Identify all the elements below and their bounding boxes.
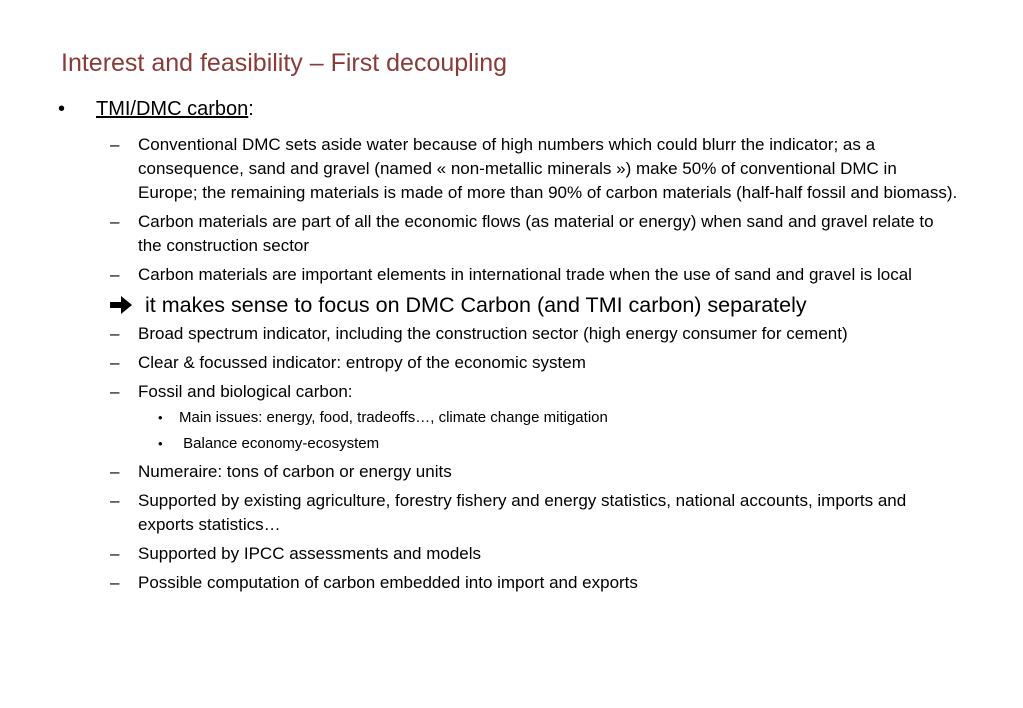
list-item-text: Clear & focussed indicator: entropy of the economic system xyxy=(138,353,586,372)
list-item-text: Supported by IPCC assessments and models xyxy=(138,544,482,563)
slide-title: Interest and feasibility – First decoupling xyxy=(61,49,508,77)
conclusion-line xyxy=(0,292,1023,318)
level1-suffix: : xyxy=(248,98,254,120)
dash-icon: – xyxy=(110,462,120,481)
level1-heading xyxy=(96,97,254,121)
dash-icon: – xyxy=(110,491,120,510)
list-item xyxy=(0,133,958,205)
sub-list-item-text: Main issues: energy, food, tradeoffs…, climate change mitigation xyxy=(179,409,608,426)
bullet-icon: • xyxy=(158,410,163,425)
list-item xyxy=(0,210,958,258)
list-item-text: Carbon materials are important elements in international trade when the use of sand and gravel is local xyxy=(138,265,912,284)
sub-list-item-text: Balance economy-ecosystem xyxy=(179,435,380,452)
bullet-icon: • xyxy=(158,436,163,451)
list-item-text: Supported by existing agriculture, forestry fishery and energy statistics, national accounts, imports and exports statistics… xyxy=(138,491,907,534)
sub-list-item xyxy=(0,434,1023,454)
dash-icon: – xyxy=(110,324,120,343)
dash-icon: – xyxy=(110,135,120,154)
dash-icon: – xyxy=(110,212,120,231)
list-item-text: Numeraire: tons of carbon or energy units xyxy=(138,462,452,481)
list-item xyxy=(0,351,958,375)
right-arrow-icon xyxy=(109,294,133,316)
conclusion-text: it makes sense to focus on DMC Carbon (and TMI carbon) separately xyxy=(145,293,807,317)
list-item-text: Fossil and biological carbon: xyxy=(138,382,353,401)
list-item-text: Broad spectrum indicator, including the construction sector (high energy consumer for cement) xyxy=(138,324,848,343)
list-item xyxy=(0,380,958,404)
dash-icon: – xyxy=(110,573,120,592)
content-list xyxy=(0,133,1023,600)
level1-label: TMI/DMC carbon xyxy=(96,98,249,120)
bullet-icon: • xyxy=(58,98,66,120)
sub-list-item xyxy=(0,408,1023,428)
dash-icon: – xyxy=(110,544,120,563)
list-item-text: Carbon materials are part of all the economic flows (as material or energy) when sand and gravel relate to the construction sector xyxy=(138,212,934,255)
dash-icon: – xyxy=(110,353,120,372)
dash-icon: – xyxy=(110,382,120,401)
list-item xyxy=(0,489,958,537)
list-item xyxy=(0,571,958,595)
list-item xyxy=(0,322,958,346)
list-item xyxy=(0,542,958,566)
list-item xyxy=(0,263,958,287)
list-item-text: Conventional DMC sets aside water because of high numbers which could blurr the indicator; as a consequence, sand and gravel (named « non-metallic minerals ») make 50% of conventional DMC in Europe; the remaining materials is made of more than 90% of carbon materials (half-half fossil and biomass). xyxy=(138,135,958,202)
list-item-text: Possible computation of carbon embedded into import and exports xyxy=(138,573,638,592)
list-item xyxy=(0,460,958,484)
dash-icon: – xyxy=(110,265,120,284)
